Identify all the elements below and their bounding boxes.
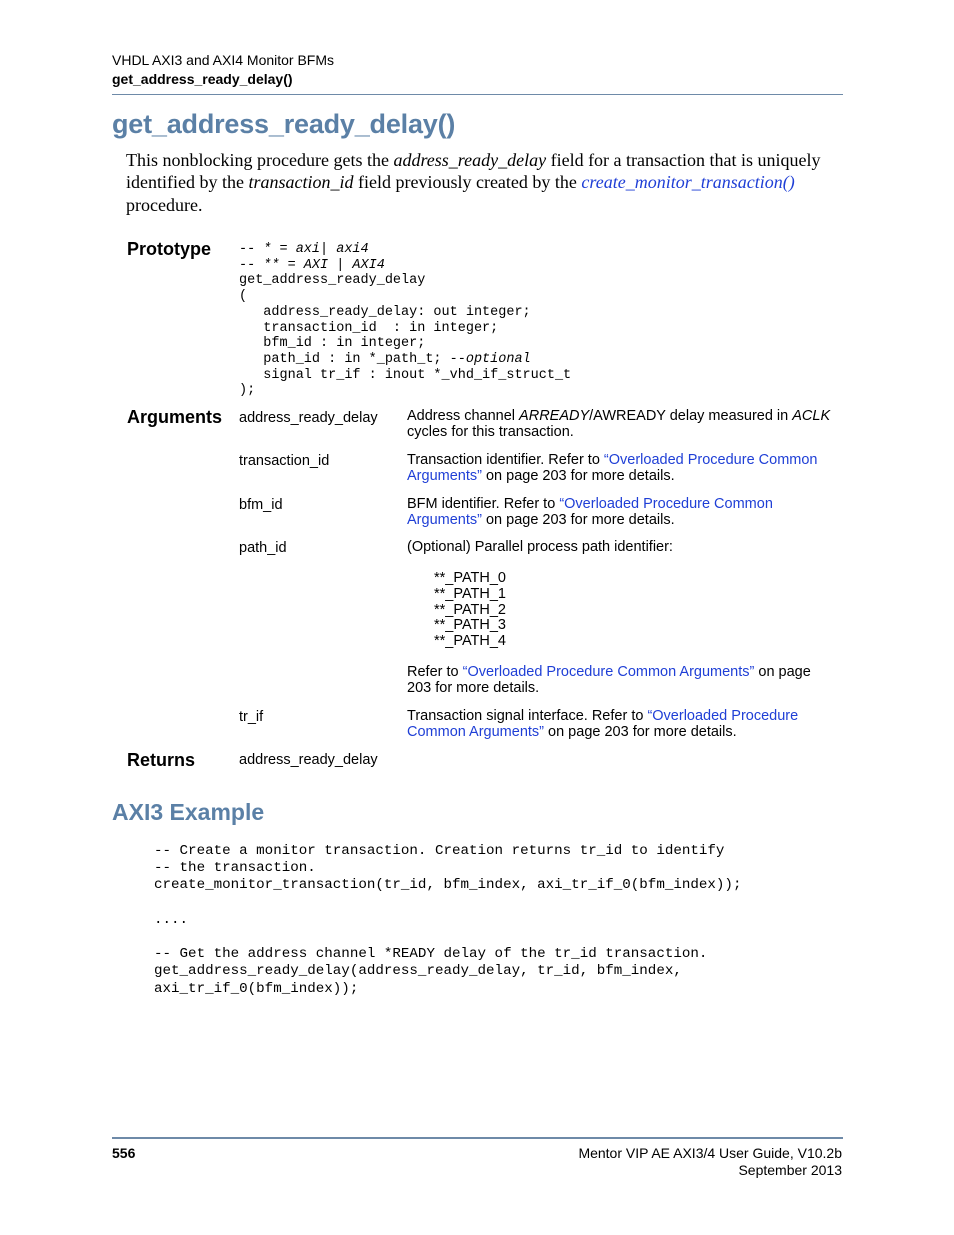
footer-guide: Mentor VIP AE AXI3/4 User Guide, V10.2b [578, 1145, 842, 1161]
list-item: **_PATH_0 [434, 570, 506, 586]
returns-label: Returns [127, 750, 196, 770]
list-item: **_PATH_1 [434, 585, 506, 602]
overloaded-args-link[interactable]: “Overloaded Procedure Common Arguments” [462, 664, 755, 680]
example-heading: AXI3 Example [112, 799, 265, 825]
argument-name: path_id [239, 540, 287, 556]
footer-info [578, 1145, 842, 1178]
page-number: 556 [112, 1145, 136, 1161]
argument-description: (Optional) Parallel process path identifier: [407, 539, 673, 555]
overloaded-args-link[interactable]: “Overloaded Procedure Common Arguments” [407, 496, 773, 528]
argument-description: BFM identifier. Refer to “Overloaded Procedure Common Arguments” on page 203 for more details. [407, 496, 773, 528]
argument-name: tr_if [239, 709, 264, 725]
list-item: **_PATH_2 [434, 601, 506, 618]
intro-paragraph: This nonblocking procedure gets the address_ready_delay field for a transaction that is uniquely identified by the transaction_id field previously created by the create_monitor_transaction() procedure. [126, 150, 821, 215]
overloaded-args-link[interactable]: “Overloaded Procedure Common Arguments” [407, 708, 799, 740]
footer-rule [112, 1137, 843, 1139]
arguments-label: Arguments [127, 407, 223, 427]
returns-value: address_ready_delay [239, 752, 378, 768]
page-title: get_address_ready_delay() [112, 109, 456, 139]
running-header-section: VHDL AXI3 and AXI4 Monitor BFMs [112, 52, 335, 68]
list-item: **_PATH_4 [434, 633, 506, 650]
example-code: -- Create a monitor transaction. Creation returns tr_id to identify -- the transaction. create_monitor_transaction(tr_id, bfm_index, axi_tr_if_0(bfm_index)); .... -- Get the address channel *READY delay of the tr_id transaction. get_address_ready_delay(address_ready_delay, tr_id, bfm_index, axi_tr_if_0(bfm_index)); [154, 843, 742, 997]
path-id-values [434, 571, 506, 650]
argument-description: Transaction signal interface. Refer to “Overloaded Procedure Common Arguments” on page 203 for more details. [407, 708, 799, 740]
running-header-topic: get_address_ready_delay() [112, 71, 293, 87]
header-rule [112, 94, 843, 95]
prototype-code: -- * = axi| axi4 -- ** = AXI | AXI4 get_address_ready_delay ( address_ready_delay: out integer; transaction_id : in integer; bfm_id : in integer; path_id : in *_path_t; --optional signal tr_if : inout *_vhd_if_struct_t ); [239, 242, 572, 399]
argument-name: address_ready_delay [239, 410, 378, 426]
prototype-label: Prototype [127, 239, 212, 259]
list-item: **_PATH_3 [434, 617, 506, 634]
create-monitor-transaction-link[interactable]: create_monitor_transaction() [581, 172, 795, 193]
overloaded-args-link[interactable]: “Overloaded Procedure Common Arguments” [407, 452, 818, 484]
argument-description: Transaction identifier. Refer to “Overloaded Procedure Common Arguments” on page 203 for more details. [407, 452, 818, 484]
argument-description: Refer to “Overloaded Procedure Common Arguments” on page 203 for more details. [407, 664, 811, 696]
argument-name: transaction_id [239, 453, 330, 469]
footer-date: September 2013 [738, 1161, 842, 1178]
argument-name: bfm_id [239, 497, 283, 513]
argument-description: Address channel ARREADY/AWREADY delay measured in ACLK cycles for this transaction. [407, 408, 831, 440]
